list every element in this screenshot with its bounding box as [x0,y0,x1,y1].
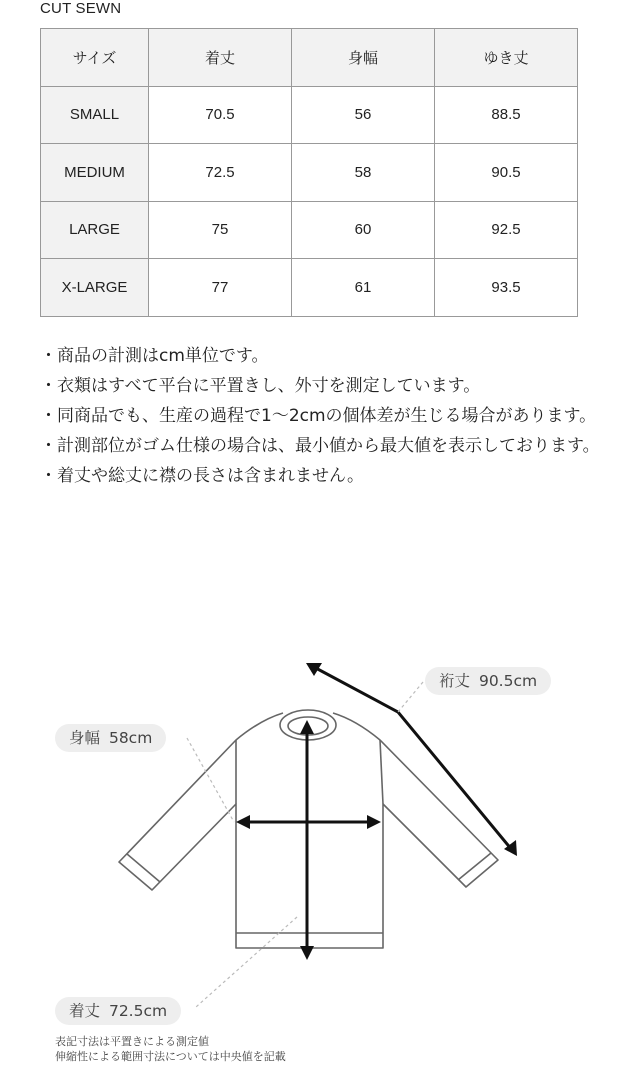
width-cell: 56 [292,86,435,144]
sleeve-length-value: 90.5cm [478,672,538,690]
note-item: ・衣類はすべて平台に平置きし、外寸を測定しています。 [40,376,481,396]
body-width-value: 58cm [108,729,153,747]
sleeve-length-label [425,667,551,695]
size-cell: LARGE [41,201,149,259]
note-item: ・同商品でも、生産の過程で1〜2cmの個体差が生じる場合があります。 [40,406,597,426]
body-width-label [55,724,166,752]
note-item: ・着丈や総丈に襟の長さは含まれません。 [40,466,365,486]
body-length-label [55,997,181,1025]
width-cell: 58 [292,144,435,202]
header-sleeve: ゆき丈 [435,29,578,87]
header-width: 身幅 [292,29,435,87]
diagram-footnote [55,1034,286,1064]
sleeve-cell: 92.5 [435,201,578,259]
measure-arrows [236,663,517,960]
note-item: ・商品の計測はcm単位です。 [40,346,269,366]
size-table [40,28,578,317]
measurement-diagram [0,560,617,1080]
width-cell: 60 [292,201,435,259]
body-length-value: 72.5cm [108,1002,168,1020]
footnote-line: 表記寸法は平置きによる測定値 [55,1035,209,1048]
header-size: サイズ [41,29,149,87]
sleeve-length-term: 裄丈 [439,672,471,690]
note-item: ・計測部位がゴム仕様の場合は、最小値から最大値を表示しております。 [40,436,600,456]
sleeve-cell: 90.5 [435,144,578,202]
table-row [41,201,578,259]
sleeve-cell: 88.5 [435,86,578,144]
body-length-term: 着丈 [69,1002,101,1020]
sleeve-cell: 93.5 [435,259,578,317]
footnote-line: 伸縮性による範囲寸法については中央値を記載 [55,1050,286,1063]
length-cell: 72.5 [149,144,292,202]
length-cell: 75 [149,201,292,259]
table-row [41,259,578,317]
page-title: CUT SEWN [40,0,122,17]
length-cell: 77 [149,259,292,317]
size-cell: SMALL [41,86,149,144]
measurement-notes [40,341,600,491]
table-row [41,144,578,202]
size-cell: MEDIUM [41,144,149,202]
header-length: 着丈 [149,29,292,87]
table-header-row [41,29,578,87]
body-width-term: 身幅 [69,729,101,747]
width-cell: 61 [292,259,435,317]
size-cell: X-LARGE [41,259,149,317]
table-row [41,86,578,144]
length-cell: 70.5 [149,86,292,144]
